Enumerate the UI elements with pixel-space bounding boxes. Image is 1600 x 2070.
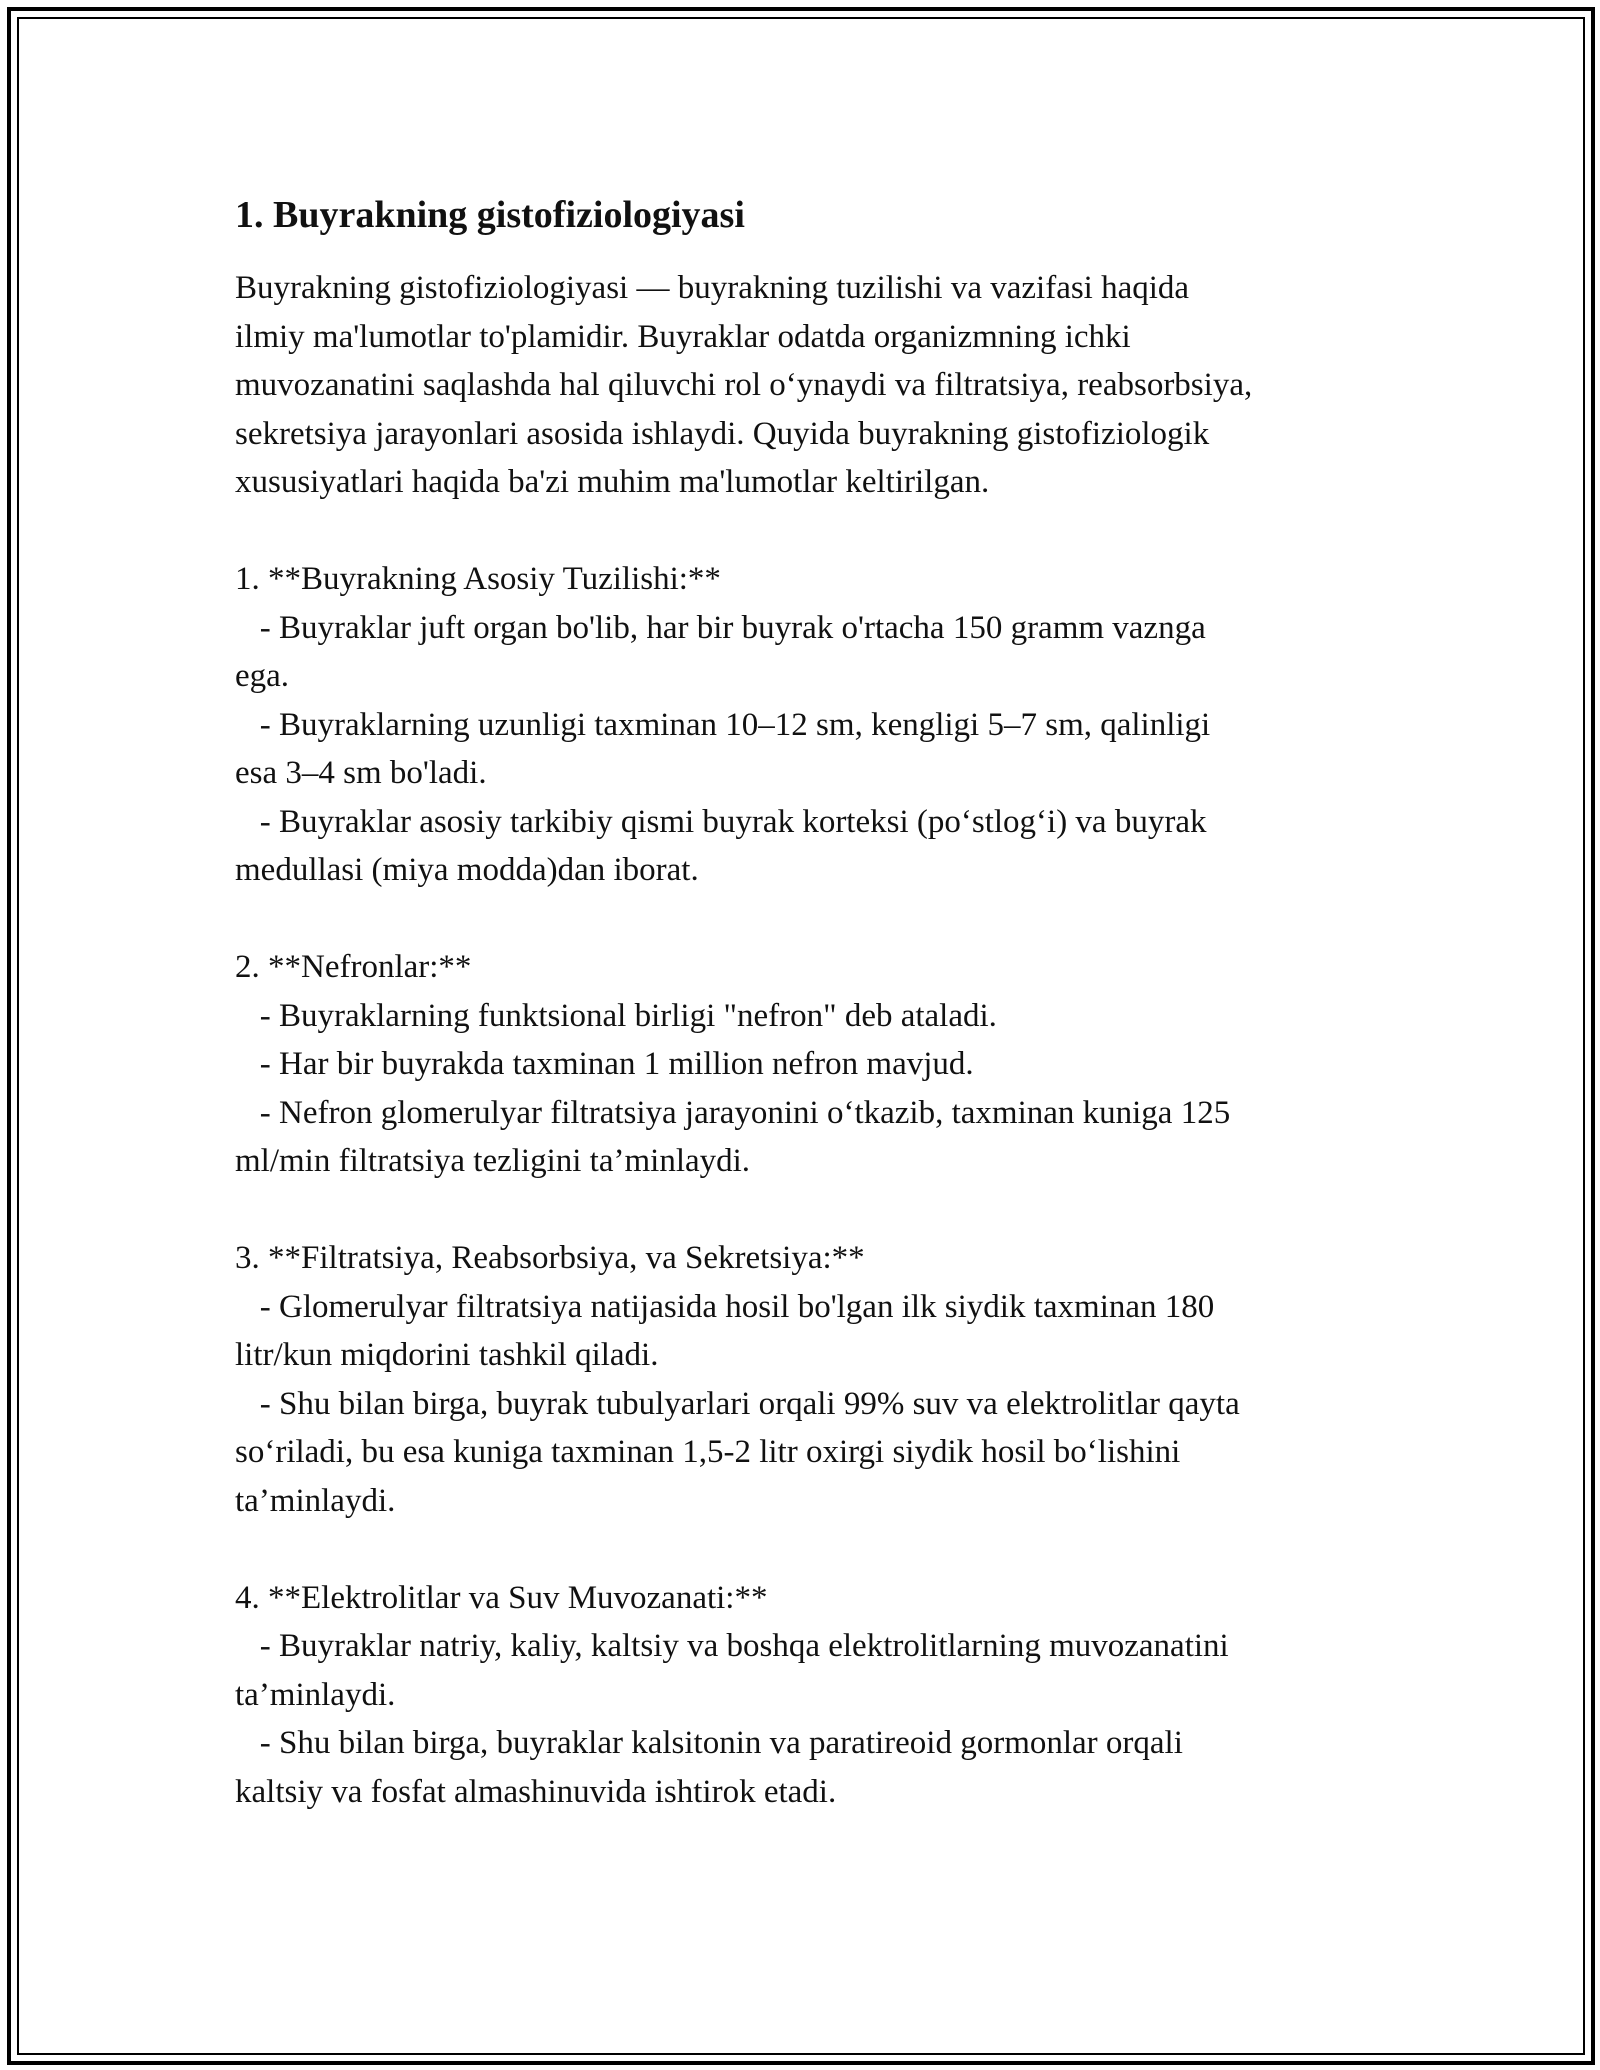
section-filtration <box>235 1234 1375 1525</box>
paragraph-spacer <box>235 507 1375 556</box>
section-line: ta’minlaydi. <box>235 1676 396 1713</box>
section-line: ega. <box>235 658 290 694</box>
section-line: - Glomerulyar filtratsiya natijasida hosil bo'lgan ilk siydik taxminan 180 <box>235 1288 1215 1325</box>
section-line: ta’minlaydi. <box>235 1482 396 1519</box>
intro-line: ilmiy ma'lumotlar to'plamidir. Buyraklar odatda organizmning ichki <box>235 318 1131 355</box>
section-line: esa 3–4 sm bo'ladi. <box>235 755 487 791</box>
section-line: ml/min filtratsiya tezligini ta’minlaydi. <box>235 1143 751 1179</box>
paragraph-spacer <box>235 1186 1375 1235</box>
intro-line: muvozanatini saqlashda hal qiluvchi rol o‘ynaydi va filtratsiya, reabsorbsiya, <box>235 367 1253 403</box>
section-line: - Shu bilan birga, buyrak tubulyarlari orqali 99% suv va elektrolitlar qayta <box>235 1385 1240 1422</box>
section-heading: 1. **Buyrakning Asosiy Tuzilishi:** <box>235 561 721 597</box>
section-line: - Buyraklar natriy, kaliy, kaltsiy va boshqa elektrolitlarning muvozanatini <box>235 1628 1229 1664</box>
section-heading: 4. **Elektrolitlar va Suv Muvozanati:** <box>235 1579 768 1616</box>
section-line: - Buyraklar asosiy tarkibiy qismi buyrak korteksi (po‘stlog‘i) va buyrak <box>235 803 1207 840</box>
paragraph-spacer <box>235 1525 1375 1574</box>
section-line: - Buyraklarning funktsional birligi "nefron" deb ataladi. <box>235 997 997 1034</box>
document-body <box>235 188 1375 1816</box>
section-line: kaltsiy va fosfat almashinuvida ishtirok etadi. <box>235 1773 837 1810</box>
section-line: - Buyraklarning uzunligi taxminan 10–12 sm, kengligi 5–7 sm, qalinligi <box>235 706 1211 743</box>
section-structure <box>235 555 1375 895</box>
intro-line: sekretsiya jarayonlari asosida ishlaydi. Quyida buyrakning gistofiziologik <box>235 415 1210 452</box>
section-nephrons <box>235 943 1375 1186</box>
section-line: litr/kun miqdorini tashkil qiladi. <box>235 1337 659 1373</box>
section-line: so‘riladi, bu esa kuniga taxminan 1,5-2 litr oxirgi siydik hosil bo‘lishini <box>235 1434 1181 1470</box>
section-line: - Buyraklar juft organ bo'lib, har bir buyrak o'rtacha 150 gramm vaznga <box>235 609 1206 646</box>
document-title: 1. Buyrakning gistofiziologiyasi <box>235 194 745 236</box>
section-line: medullasi (miya modda)dan iborat. <box>235 852 699 888</box>
section-heading: 2. **Nefronlar:** <box>235 949 472 985</box>
section-line: - Shu bilan birga, buyraklar kalsitonin va paratireoid gormonlar orqali <box>235 1725 1183 1761</box>
paragraph-spacer <box>235 895 1375 944</box>
section-line: - Har bir buyrakda taxminan 1 million nefron mavjud. <box>235 1046 974 1082</box>
section-line: - Nefron glomerulyar filtratsiya jarayonini o‘tkazib, taxminan kuniga 125 <box>235 1094 1231 1131</box>
intro-line: xususiyatlari haqida ba'zi muhim ma'lumotlar keltirilgan. <box>235 464 990 500</box>
section-electrolytes <box>235 1574 1375 1817</box>
intro-paragraph <box>235 264 1375 507</box>
section-heading: 3. **Filtratsiya, Reabsorbsiya, va Sekretsiya:** <box>235 1240 865 1276</box>
intro-line: Buyrakning gistofiziologiyasi — buyrakning tuzilishi va vazifasi haqida <box>235 270 1190 306</box>
